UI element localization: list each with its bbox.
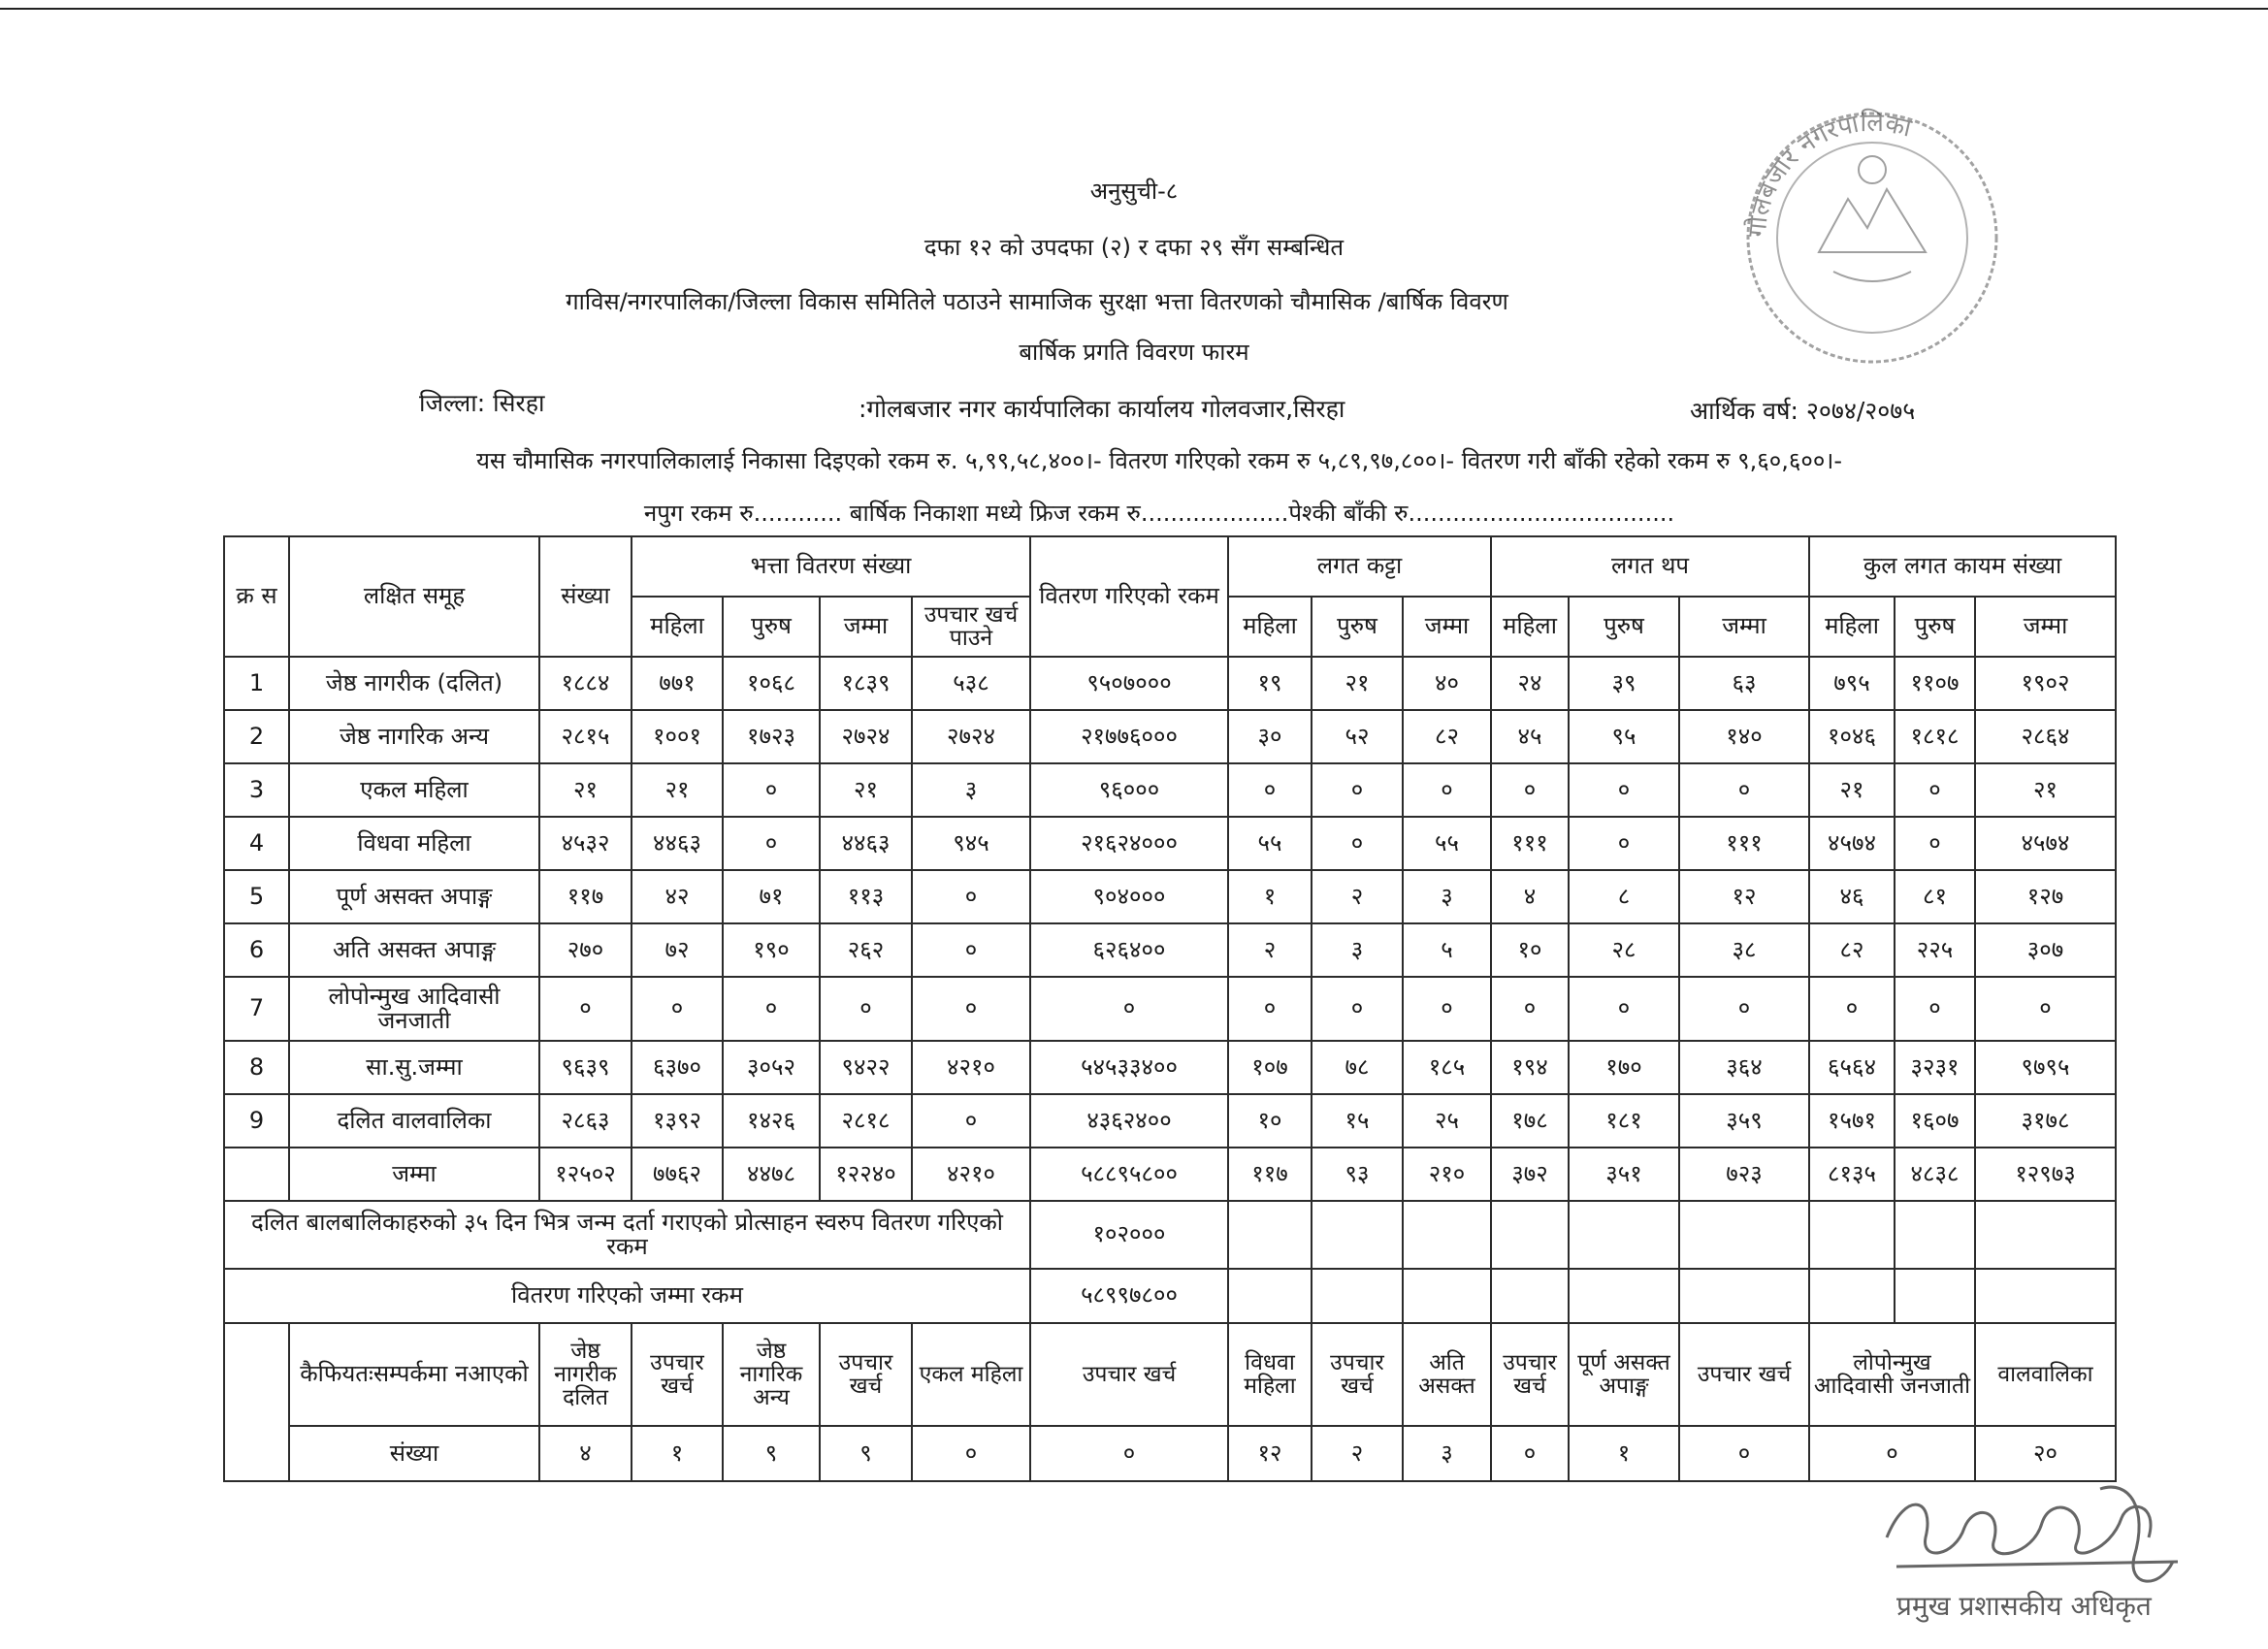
dalit-incentive-label: दलित बालबालिकाहरुको ३५ दिन भित्र जन्म दर्ता गराएको प्रोत्साहन स्वरुप वितरण गरिएको रकम <box>224 1201 1030 1269</box>
row-value: ८१ <box>1895 870 1975 923</box>
row-value: ० <box>912 923 1030 977</box>
row-value: १८१८ <box>1895 710 1975 763</box>
row-value: ७९५ <box>1809 657 1895 710</box>
add-male: पुरुष <box>1569 597 1679 657</box>
cut-male: पुरुष <box>1312 597 1403 657</box>
row-value: १० <box>1228 1094 1312 1148</box>
row-value: ४४६३ <box>632 817 723 870</box>
row-value: ० <box>1228 763 1312 817</box>
remarks-h: उपचार खर्च <box>1491 1323 1569 1426</box>
row-value: ८२ <box>1809 923 1895 977</box>
row-value: ११३ <box>820 870 912 923</box>
table-row <box>224 1094 2116 1148</box>
dalit-incentive-row <box>224 1201 2116 1269</box>
row-value: ० <box>1975 977 2116 1041</box>
row-value: २८६४ <box>1975 710 2116 763</box>
row-value: ३५१ <box>1569 1148 1679 1201</box>
clause-title: दफा १२ को उपदफा (२) र दफा २९ सँग सम्बन्धित <box>923 234 1345 261</box>
row-value: ० <box>1491 763 1569 817</box>
row-value: ५२ <box>1312 710 1403 763</box>
remarks-v: २० <box>1975 1426 2116 1481</box>
row-group: लोपोन्मुख आदिवासी जनजाती <box>289 977 539 1041</box>
remarks-v: ९ <box>723 1426 820 1481</box>
allowance-table <box>223 535 2117 1482</box>
remarks-h: लोपोन्मुख आदिवासी जनजाती <box>1809 1323 1975 1426</box>
remarks-h: जेष्ठ नागरिक अन्य <box>723 1323 820 1426</box>
row-value: २ <box>1228 923 1312 977</box>
row-value: ३० <box>1228 710 1312 763</box>
row-value: ११७ <box>539 870 632 923</box>
row-value: ० <box>1895 817 1975 870</box>
row-value: ० <box>1030 977 1228 1041</box>
allowance-male: पुरुष <box>723 597 820 657</box>
table-row <box>224 923 2116 977</box>
remarks-v: ९ <box>820 1426 912 1481</box>
remarks-h: उपचार खर्च <box>1312 1323 1403 1426</box>
remarks-h: उपचार खर्च <box>1030 1323 1228 1426</box>
schedule-title: अनुसुची-८ <box>1089 178 1179 205</box>
row-value: ३६४ <box>1679 1041 1809 1094</box>
row-value: ११७ <box>1228 1148 1312 1201</box>
row-number: 3 <box>224 763 289 817</box>
row-value: ९५ <box>1569 710 1679 763</box>
row-value: ७७१ <box>632 657 723 710</box>
remarks-h: पूर्ण असक्त अपाङ्ग <box>1569 1323 1679 1426</box>
row-value: १५ <box>1312 1094 1403 1148</box>
row-value: ० <box>1228 977 1312 1041</box>
row-value: ५४५३३४०० <box>1030 1041 1228 1094</box>
remarks-h: उपचार खर्च <box>1679 1323 1809 1426</box>
row-value: ९०४००० <box>1030 870 1228 923</box>
col-amount: वितरण गरिएको रकम <box>1030 536 1228 657</box>
allowance-sum: जम्मा <box>820 597 912 657</box>
remarks-v: ० <box>1030 1426 1228 1481</box>
row-value: ४४६३ <box>820 817 912 870</box>
row-number: 8 <box>224 1041 289 1094</box>
row-value: ० <box>723 763 820 817</box>
row-value: ४४७८ <box>723 1148 820 1201</box>
remarks-h: अति असक्त <box>1403 1323 1491 1426</box>
row-value: २१ <box>1809 763 1895 817</box>
row-number <box>224 1148 289 1201</box>
total-sum: जम्मा <box>1975 597 2116 657</box>
col-add: लगत थप <box>1491 536 1809 597</box>
row-value: ७७६२ <box>632 1148 723 1201</box>
row-group: जेष्ठ नागरिक अन्य <box>289 710 539 763</box>
row-number: 4 <box>224 817 289 870</box>
row-number: 5 <box>224 870 289 923</box>
row-value: १००१ <box>632 710 723 763</box>
row-value: ० <box>1679 763 1809 817</box>
district: जिल्ला: सिरहा <box>419 389 545 417</box>
row-value: ३०७ <box>1975 923 2116 977</box>
table-row <box>224 1041 2116 1094</box>
row-value: १२२४० <box>820 1148 912 1201</box>
row-number: 7 <box>224 977 289 1041</box>
row-value: ४५ <box>1491 710 1569 763</box>
row-value: २६२ <box>820 923 912 977</box>
row-value: ८२ <box>1403 710 1491 763</box>
signature-title: प्रमुख प्रशासकीय अधिकृत <box>1896 1590 2152 1622</box>
row-value: १०४६ <box>1809 710 1895 763</box>
row-value: ० <box>912 977 1030 1041</box>
row-value: १७८ <box>1491 1094 1569 1148</box>
col-allowance: भत्ता वितरण संख्या <box>632 536 1030 597</box>
row-value: ९६००० <box>1030 763 1228 817</box>
table-row <box>224 763 2116 817</box>
remarks-h: जेष्ठ नागरीक दलित <box>539 1323 632 1426</box>
cut-sum: जम्मा <box>1403 597 1491 657</box>
row-value: ३ <box>912 763 1030 817</box>
dalit-incentive-value: १०२००० <box>1030 1201 1228 1269</box>
row-value: २१ <box>1312 657 1403 710</box>
form-title: बार्षिक प्रगति विवरण फारम <box>1019 339 1249 366</box>
shortfall-line: नपुग रकम रु............ बार्षिक निकाशा मध्ये फ्रिज रकम रु....................पेश्की बाँकी रु.................................... <box>643 500 1675 527</box>
row-value: २१७७६००० <box>1030 710 1228 763</box>
row-value: ० <box>723 977 820 1041</box>
grand-total-value: ५८९९७८०० <box>1030 1269 1228 1323</box>
row-value: ० <box>723 817 820 870</box>
row-value: १९४ <box>1491 1041 1569 1094</box>
row-value: १८३९ <box>820 657 912 710</box>
row-value: २१० <box>1403 1148 1491 1201</box>
row-group: सा.सु.जम्मा <box>289 1041 539 1094</box>
row-value: १११ <box>1679 817 1809 870</box>
row-value: ० <box>1403 763 1491 817</box>
row-value: ४५७४ <box>1975 817 2116 870</box>
remarks-h: एकल महिला <box>912 1323 1030 1426</box>
row-value: ३ <box>1403 870 1491 923</box>
row-value: १७० <box>1569 1041 1679 1094</box>
top-rule <box>0 8 2268 10</box>
row-value: १० <box>1491 923 1569 977</box>
row-value: १२९७३ <box>1975 1148 2116 1201</box>
row-value: १५७१ <box>1809 1094 1895 1148</box>
allowance-treatment: उपचार खर्च पाउने <box>912 597 1030 657</box>
row-value: ० <box>1569 817 1679 870</box>
row-value: ० <box>1569 977 1679 1041</box>
table-row <box>224 977 2116 1041</box>
row-group: एकल महिला <box>289 763 539 817</box>
table-row <box>224 657 2116 710</box>
row-value: ० <box>1809 977 1895 1041</box>
row-value: २१ <box>820 763 912 817</box>
row-value: १६०७ <box>1895 1094 1975 1148</box>
row-value: ४५३२ <box>539 817 632 870</box>
row-value: ५५ <box>1403 817 1491 870</box>
grand-total-row <box>224 1269 2116 1323</box>
remarks-header-row <box>224 1323 2116 1426</box>
row-value: ४८३८ <box>1895 1148 1975 1201</box>
total-male: पुरुष <box>1895 597 1975 657</box>
row-value: ४५७४ <box>1809 817 1895 870</box>
amounts-line: यस चौमासिक नगरपालिकालाई निकासा दिइएको रकम रु. ५,९९,५८,४००।- वितरण गरिएको रकम रु ५,८९,९७,८००।- वितरण गरी बाँकी रहेको रकम रु ९,६०,६००।- <box>475 447 1843 474</box>
row-value: ३७२ <box>1491 1148 1569 1201</box>
table-row <box>224 710 2116 763</box>
row-group: अति असक्त अपाङ्ग <box>289 923 539 977</box>
row-value: ३०५२ <box>723 1041 820 1094</box>
col-sn: क्र स <box>224 536 289 657</box>
row-value: २१ <box>632 763 723 817</box>
row-value: १३९२ <box>632 1094 723 1148</box>
row-value: २५ <box>1403 1094 1491 1148</box>
row-group: पूर्ण असक्त अपाङ्ग <box>289 870 539 923</box>
add-female: महिला <box>1491 597 1569 657</box>
row-value: ७२३ <box>1679 1148 1809 1201</box>
remarks-count-row <box>224 1426 2116 1481</box>
row-value: ४ <box>1491 870 1569 923</box>
row-value: ३ <box>1312 923 1403 977</box>
table-row <box>224 870 2116 923</box>
row-value: २७२४ <box>820 710 912 763</box>
allowance-female: महिला <box>632 597 723 657</box>
row-value: ० <box>1895 977 1975 1041</box>
row-number: 6 <box>224 923 289 977</box>
row-value: १९०२ <box>1975 657 2116 710</box>
row-value: १०७ <box>1228 1041 1312 1094</box>
row-value: १८५ <box>1403 1041 1491 1094</box>
subject-title: गाविस/नगरपालिका/जिल्ला विकास समितिले पठाउने सामाजिक सुरक्षा भत्ता वितरणको चौमासिक /बार्षिक विवरण <box>566 288 1508 315</box>
row-value: ० <box>1312 763 1403 817</box>
row-value: १ <box>1228 870 1312 923</box>
row-value: १४२६ <box>723 1094 820 1148</box>
col-total: कुल लगत कायम संख्या <box>1809 536 2116 597</box>
row-number: 2 <box>224 710 289 763</box>
row-value: ५५ <box>1228 817 1312 870</box>
row-value: १८८४ <box>539 657 632 710</box>
row-value: २४ <box>1491 657 1569 710</box>
row-value: ० <box>1491 977 1569 1041</box>
remarks-v: ० <box>1491 1426 1569 1481</box>
row-group: विधवा महिला <box>289 817 539 870</box>
row-value: ० <box>539 977 632 1041</box>
row-value: ० <box>1679 977 1809 1041</box>
row-value: ३५९ <box>1679 1094 1809 1148</box>
fiscal-year: आर्थिक वर्ष: २०७४/२०७५ <box>1690 397 1916 425</box>
total-female: महिला <box>1809 597 1895 657</box>
row-value: २७२४ <box>912 710 1030 763</box>
row-group: दलित वालवालिका <box>289 1094 539 1148</box>
row-value: ९७९५ <box>1975 1041 2116 1094</box>
row-value: १२ <box>1679 870 1809 923</box>
row-value: १२५०२ <box>539 1148 632 1201</box>
grand-total-label: वितरण गरिएको जम्मा रकम <box>224 1269 1030 1323</box>
row-value: ३१७८ <box>1975 1094 2116 1148</box>
row-value: ० <box>1312 817 1403 870</box>
signature-icon <box>1867 1470 2217 1644</box>
row-value: ९४५ <box>912 817 1030 870</box>
row-value: २८१८ <box>820 1094 912 1148</box>
row-value: ४६ <box>1809 870 1895 923</box>
row-value: २२५ <box>1895 923 1975 977</box>
remarks-v: १२ <box>1228 1426 1312 1481</box>
row-group: जम्मा <box>289 1148 539 1201</box>
col-count: संख्या <box>539 536 632 657</box>
municipal-seal-icon <box>1727 92 2018 383</box>
remarks-h: विधवा महिला <box>1228 1323 1312 1426</box>
row-value: ४२१० <box>912 1041 1030 1094</box>
row-value: ९६३९ <box>539 1041 632 1094</box>
row-number: 1 <box>224 657 289 710</box>
row-value: १४० <box>1679 710 1809 763</box>
cut-female: महिला <box>1228 597 1312 657</box>
row-value: ५८८९५८०० <box>1030 1148 1228 1201</box>
row-value: ३२३१ <box>1895 1041 1975 1094</box>
row-value: ५३८ <box>912 657 1030 710</box>
row-value: ३८ <box>1679 923 1809 977</box>
row-value: ४२ <box>632 870 723 923</box>
row-value: ० <box>1403 977 1491 1041</box>
row-value: २८६३ <box>539 1094 632 1148</box>
row-value: ९३ <box>1312 1148 1403 1201</box>
row-value: ० <box>912 870 1030 923</box>
row-value: ७८ <box>1312 1041 1403 1094</box>
row-value: ८ <box>1569 870 1679 923</box>
row-value: ४२१० <box>912 1148 1030 1201</box>
remarks-v: २ <box>1312 1426 1403 1481</box>
row-value: ० <box>820 977 912 1041</box>
row-value: ४० <box>1403 657 1491 710</box>
row-value: ८१३५ <box>1809 1148 1895 1201</box>
remarks-h: उपचार खर्च <box>820 1323 912 1426</box>
row-value: २८१५ <box>539 710 632 763</box>
row-value: ६३७० <box>632 1041 723 1094</box>
row-value: ५ <box>1403 923 1491 977</box>
office-name: :गोलबजार नगर कार्यपालिका कार्यालय गोलवजार,सिरहा <box>859 395 1345 423</box>
remarks-v: ४ <box>539 1426 632 1481</box>
row-value: २ <box>1312 870 1403 923</box>
remarks-v: १ <box>632 1426 723 1481</box>
row-value: ० <box>912 1094 1030 1148</box>
row-value: ० <box>1895 763 1975 817</box>
row-value: २८ <box>1569 923 1679 977</box>
row-value: १९ <box>1228 657 1312 710</box>
row-value: ० <box>1312 977 1403 1041</box>
row-value: ११०७ <box>1895 657 1975 710</box>
header-row-1 <box>224 536 2116 597</box>
remarks-h: वालवालिका <box>1975 1323 2116 1426</box>
row-value: १२७ <box>1975 870 2116 923</box>
table-row <box>224 817 2116 870</box>
remarks-v: ० <box>1679 1426 1809 1481</box>
row-value: ७२ <box>632 923 723 977</box>
row-value: ६५६४ <box>1809 1041 1895 1094</box>
row-value: ६२६४०० <box>1030 923 1228 977</box>
row-value: ९४२२ <box>820 1041 912 1094</box>
row-value: १७२३ <box>723 710 820 763</box>
remarks-count-label: संख्या <box>289 1426 539 1481</box>
seal-text: गोलबजार नगरपालिका <box>1742 109 1915 239</box>
row-value: ० <box>1569 763 1679 817</box>
row-value: १०६८ <box>723 657 820 710</box>
row-value: ३९ <box>1569 657 1679 710</box>
row-value: २१ <box>1975 763 2116 817</box>
row-value: १९० <box>723 923 820 977</box>
row-value: ४३६२४०० <box>1030 1094 1228 1148</box>
row-value: ० <box>632 977 723 1041</box>
row-value: १८१ <box>1569 1094 1679 1148</box>
row-group: जेष्ठ नागरीक (दलित) <box>289 657 539 710</box>
col-cut: लगत कट्टा <box>1228 536 1491 597</box>
row-value: २१ <box>539 763 632 817</box>
remarks-label: कैफियतःसम्पर्कमा नआएको <box>289 1323 539 1426</box>
total-row <box>224 1148 2116 1201</box>
row-value: ७१ <box>723 870 820 923</box>
remarks-v: १ <box>1569 1426 1679 1481</box>
col-group: लक्षित समूह <box>289 536 539 657</box>
remarks-h: उपचार खर्च <box>632 1323 723 1426</box>
remarks-v: ० <box>1809 1426 1975 1481</box>
svg-text:गोलबजार नगरपालिका <box>1742 108 1916 239</box>
row-value: ९५०७००० <box>1030 657 1228 710</box>
add-sum: जम्मा <box>1679 597 1809 657</box>
remarks-v: ३ <box>1403 1426 1491 1481</box>
row-value: ६३ <box>1679 657 1809 710</box>
row-value: २७० <box>539 923 632 977</box>
row-value: १११ <box>1491 817 1569 870</box>
row-number: 9 <box>224 1094 289 1148</box>
remarks-v: ० <box>912 1426 1030 1481</box>
row-value: २१६२४००० <box>1030 817 1228 870</box>
